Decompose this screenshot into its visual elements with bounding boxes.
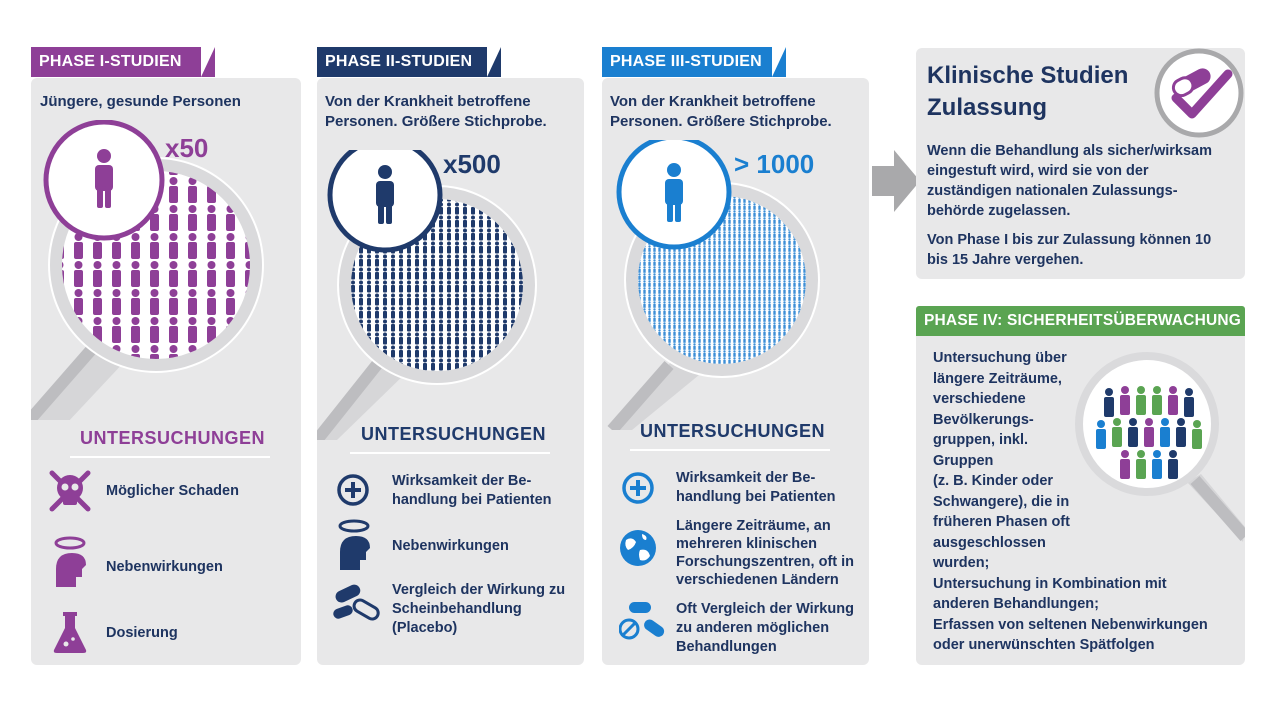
phase4-line5: gruppen, inkl. <box>933 432 1029 448</box>
phase3-item3-line1: Oft Vergleich der Wirkung <box>676 601 854 617</box>
phase3-divider <box>630 449 830 451</box>
approval-title-line1: Klinische Studien <box>927 62 1129 89</box>
phase3-item2-line3: Forschungszentren, oft in <box>676 554 855 570</box>
phase2-item1-line2: handlung bei Patienten <box>392 492 552 508</box>
phase4-line6: Gruppen <box>933 453 994 469</box>
approval-title-line2: Zulassung <box>927 94 1048 121</box>
phase2-magnifier <box>317 150 584 440</box>
phase2-count: x500 <box>443 149 501 179</box>
phase1-item-dosage: Dosierung <box>106 625 178 641</box>
phase4-line11: wurden; <box>933 555 990 571</box>
phase3-count: > 1000 <box>734 149 815 179</box>
phase3-section-title: UNTERSUCHUNGEN <box>640 421 826 441</box>
phase2-item2-line1: Nebenwirkungen <box>392 538 509 554</box>
right-arrow-icon <box>872 150 920 212</box>
phase4-line14: Erfassen von seltenen Nebenwirkungen <box>933 617 1208 633</box>
phase1-item-sideeffects: Nebenwirkungen <box>106 559 223 575</box>
phase1-description: Jüngere, gesunde Personen <box>40 93 241 110</box>
phase3-tag: PHASE III-STUDIEN <box>602 47 772 77</box>
skull-icon <box>46 467 94 515</box>
approval-para1-line4: behörde zugelassen. <box>927 203 1071 219</box>
checkmark-pill-icon <box>1152 46 1246 140</box>
phase4-line12: Untersuchung in Kombination mit <box>933 576 1167 592</box>
phase4-magnifier <box>1075 352 1245 552</box>
phase2-section-title: UNTERSUCHUNGEN <box>361 424 547 444</box>
phase4-line15: oder unerwünschten Spätfolgen <box>933 637 1155 653</box>
phase2-item1-line1: Wirksamkeit der Be- <box>392 473 532 489</box>
phase4-line2: längere Zeiträume, <box>933 371 1062 387</box>
plus-circle-icon <box>336 473 370 507</box>
phase3-item2-line1: Längere Zeiträume, an <box>676 518 831 534</box>
phase4-line1: Untersuchung über <box>933 350 1067 366</box>
phase3-item2-line2: mehreren klinischen <box>676 536 818 552</box>
phase3-item3-line2: zu anderen möglichen <box>676 620 830 636</box>
approval-para1-line2: eingestuft wird, wird sie von der <box>927 163 1149 179</box>
phase3-item3-line3: Behandlungen <box>676 639 777 655</box>
phase1-section-title: UNTERSUCHUNGEN <box>80 428 266 448</box>
pills-icon <box>619 600 665 640</box>
pills-icon <box>333 582 383 622</box>
phase4-line4: Bevölkerungs- <box>933 412 1034 428</box>
approval-para1-line1: Wenn die Behandlung als sicher/wirksam <box>927 143 1212 159</box>
phase4-line7: (z. B. Kinder oder <box>933 473 1054 489</box>
phase3-item1-line1: Wirksamkeit der Be- <box>676 470 816 486</box>
phase4-line3: verschiedene <box>933 391 1026 407</box>
phase2-description-line2: Personen. Größere Stichprobe. <box>325 113 547 130</box>
phase4-line9: früheren Phasen oft <box>933 514 1070 530</box>
phase2-tag: PHASE II-STUDIEN <box>317 47 487 77</box>
phase1-item-harm: Möglicher Schaden <box>106 483 239 499</box>
phase4-line13: anderen Behandlungen; <box>933 596 1099 612</box>
phase4-tag: PHASE IV: SICHERHEITSÜBERWACHUNG <box>916 306 1245 336</box>
phase1-magnifier <box>31 120 301 420</box>
globe-icon <box>618 528 658 568</box>
phase3-magnifier <box>602 140 869 430</box>
dizzy-head-icon <box>50 535 90 587</box>
phase4-line8: Schwangere), die in <box>933 494 1070 510</box>
dizzy-head-icon <box>334 518 374 570</box>
approval-para1-line3: zuständigen nationalen Zulassungs- <box>927 183 1178 199</box>
phase1-tag: PHASE I-STUDIEN <box>31 47 201 77</box>
phase3-item2-line4: verschiedenen Ländern <box>676 572 839 588</box>
phase1-divider <box>70 456 270 458</box>
approval-para2-line2: bis 15 Jahre vergehen. <box>927 252 1084 268</box>
phase4-line10: ausgeschlossen <box>933 535 1046 551</box>
phase3-description-line2: Personen. Größere Stichprobe. <box>610 113 832 130</box>
phase2-divider <box>350 452 550 454</box>
phase2-item3-line2: Scheinbehandlung <box>392 601 522 617</box>
plus-circle-icon <box>621 471 655 505</box>
phase3-item1-line2: handlung bei Patienten <box>676 489 836 505</box>
phase3-description-line1: Von der Krankheit betroffene <box>610 93 816 110</box>
flask-icon <box>52 612 88 654</box>
approval-para2-line1: Von Phase I bis zur Zulassung können 10 <box>927 232 1212 248</box>
phase2-description-line1: Von der Krankheit betroffene <box>325 93 531 110</box>
phase2-item3-line3: (Placebo) <box>392 620 458 636</box>
phase1-count: x50 <box>165 133 209 163</box>
phase2-item3-line1: Vergleich der Wirkung zu <box>392 582 566 598</box>
